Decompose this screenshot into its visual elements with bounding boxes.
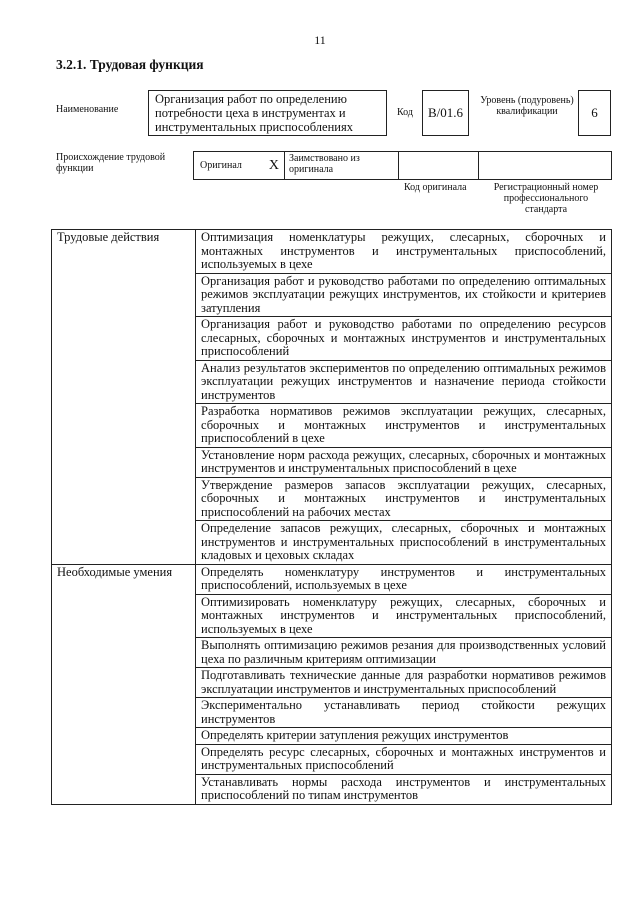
category-cell: Необходимые умения (52, 564, 196, 804)
item-cell: Выполнять оптимизацию режимов резания для производственных условий цеха по различным критериям оптимизации (196, 638, 612, 668)
item-cell: Организация работ и руководство работами по определению ресурсов слесарных, сборочных и монтажных инструментов и инструментальных приспособлений (196, 317, 612, 361)
table-row (52, 564, 612, 594)
item-cell: Утверждение размеров запасов эксплуатации режущих, слесарных, сборочных и монтажных инструментов и инструментальных приспособлений на рабочих местах (196, 477, 612, 521)
code-original-label: Код оригинала (404, 182, 467, 193)
page-number: 11 (314, 33, 326, 47)
origin-row (193, 151, 612, 180)
origin-original-cell (193, 151, 285, 180)
function-name-field: Организация работ по определению потребности цеха в инструментах и инструментальных приспособлениях (148, 90, 387, 136)
category-cell: Трудовые действия (52, 230, 196, 565)
item-cell: Определять ресурс слесарных, сборочных и монтажных инструментов и инструментальных приспособлений (196, 744, 612, 774)
origin-code-cell (399, 151, 479, 180)
name-label: Наименование (56, 104, 119, 115)
item-cell: Устанавливать нормы расхода инструментов и инструментальных приспособлений по типам инструментов (196, 774, 612, 804)
table-row (52, 230, 612, 274)
item-cell: Анализ результатов экспериментов по определению оптимальных режимов эксплуатации режущих инструментов и назначение периода стойкости инструментов (196, 360, 612, 404)
borrowed-label: Заимствовано из оригинала (289, 153, 360, 175)
reg-number-label: Регистрационный номер профессионального стандарта (493, 182, 599, 215)
qualification-level-label: Уровень (подуровень) квалификации (480, 95, 574, 117)
item-cell: Организация работ и руководство работами по определению оптимальных режимов эксплуатации режущих инструментов, их стойкости и критериев затупления (196, 273, 612, 317)
function-table (51, 229, 612, 805)
origin-borrowed-cell (285, 151, 399, 180)
code-label: Код (397, 107, 413, 118)
qualification-level-field: 6 (578, 90, 611, 136)
origin-reg-number-cell (479, 151, 612, 180)
section-title: 3.2.1. Трудовая функция (56, 57, 204, 72)
item-cell: Оптимизировать номенклатуру режущих, слесарных, сборочных и монтажных инструментов и инструментальных приспособлений, используемых в цехе (196, 594, 612, 638)
original-label: Оригинал (200, 160, 242, 171)
origin-label: Происхождение трудовой функции (56, 152, 166, 174)
item-cell: Разработка нормативов режимов эксплуатации режущих, слесарных, сборочных и монтажных инструментов и инструментальных приспособлений в цехе (196, 404, 612, 448)
item-cell: Определение запасов режущих, слесарных, сборочных и монтажных инструментов и инструментальных приспособлений в инструментальных кладовых и цеховых складах (196, 521, 612, 565)
item-cell: Оптимизация номенклатуры режущих, слесарных, сборочных и монтажных инструментов и инструментальных приспособлений, используемых в цехе (196, 230, 612, 274)
original-mark: X (268, 158, 279, 173)
item-cell: Экспериментально устанавливать период стойкости режущих инструментов (196, 698, 612, 728)
item-cell: Определять номенклатуру инструментов и инструментальных приспособлений, используемых в цехе (196, 564, 612, 594)
code-field: B/01.6 (422, 90, 469, 136)
item-cell: Подготавливать технические данные для разработки нормативов режимов эксплуатации инструментов и инструментальных приспособлений (196, 668, 612, 698)
item-cell: Установление норм расхода режущих, слесарных, сборочных и монтажных инструментов и инструментальных приспособлений в цехе (196, 447, 612, 477)
item-cell: Определять критерии затупления режущих инструментов (196, 728, 612, 745)
